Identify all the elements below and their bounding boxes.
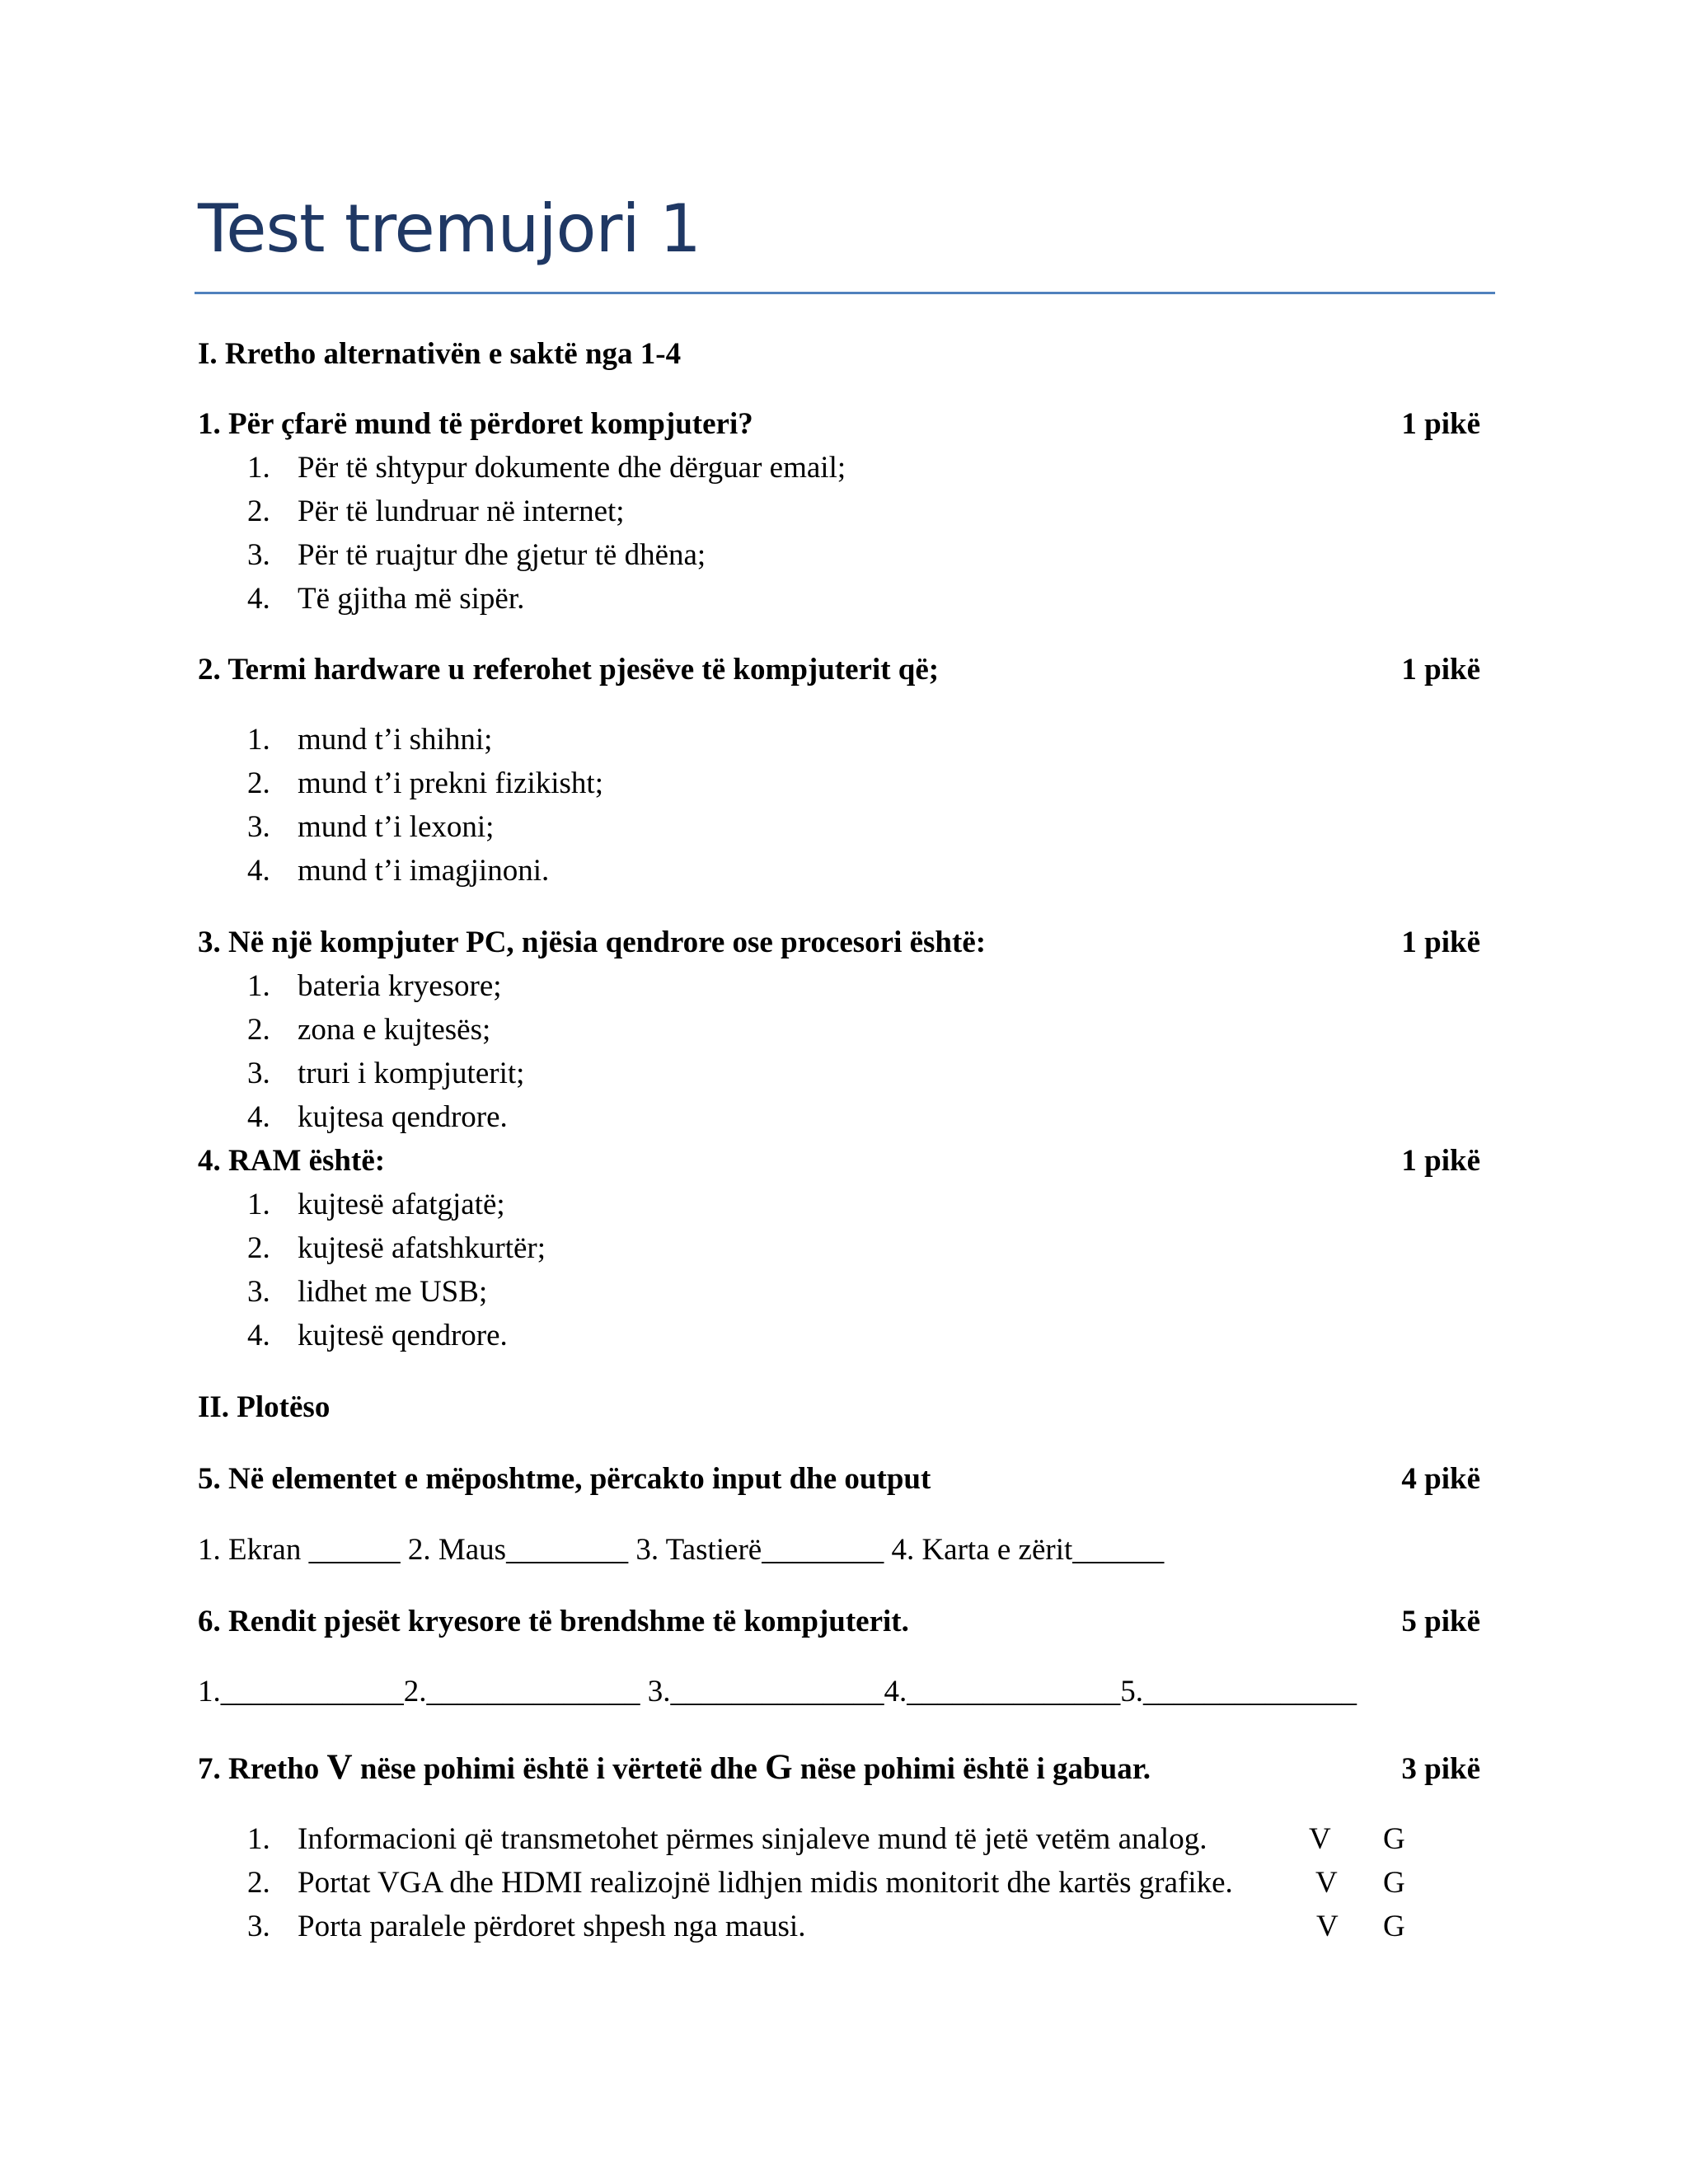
q7-statement-1: Informacioni që transmetohet përmes sinjaleve mund të jetë vetëm analog. [298,1822,1207,1856]
option-number: 1. [247,969,270,1003]
option-number: 4. [247,1100,270,1134]
q2-option-3: mund t’i lexoni; [298,810,495,844]
q4-option-1: kujtesë afatgjatë; [298,1188,505,1221]
question-6-points: 5 pikë [1401,1605,1480,1638]
letter-g: G [765,1748,793,1787]
option-number: 3. [247,810,270,844]
q4-option-3: lidhet me USB; [298,1275,488,1309]
q4-option-4: kujtesë qendrore. [298,1319,508,1352]
question-2: 2. Termi hardware u referohet pjesëve të kompjuterit që; [198,653,940,687]
question-1-points: 1 pikë [1401,407,1480,441]
question-6: 6. Rendit pjesët kryesore të brendshme të kompjuterit. [198,1605,909,1638]
option-number: 2. [247,494,270,528]
q7-v-choice-3[interactable]: V [1316,1910,1339,1943]
option-number: 1. [247,1188,270,1221]
section-2-heading: II. Plotëso [198,1390,331,1424]
q1-option-1: Për të shtypur dokumente dhe dërguar email; [298,451,846,485]
section-1-heading: I. Rretho alternativën e saktë nga 1-4 [198,337,682,371]
option-number: 1. [247,451,270,485]
question-7-part-1: 7. Rretho [198,1752,327,1786]
question-2-points: 1 pikë [1401,653,1480,687]
page-title: Test tremujori 1 [198,190,701,267]
q1-option-4: Të gjitha më sipër. [298,582,525,616]
question-7-part-3: nëse pohimi është i gabuar. [792,1752,1151,1786]
option-number: 3. [247,1275,270,1309]
q7-g-choice-3[interactable]: G [1383,1910,1405,1943]
option-number: 4. [247,854,270,888]
option-number: 3. [247,538,270,572]
q1-option-3: Për të ruajtur dhe gjetur të dhëna; [298,538,706,572]
question-5: 5. Në elementet e mëposhtme, përcakto input dhe output [198,1462,931,1496]
q5-fill-line: 1. Ekran ______ 2. Maus________ 3. Tastierë________ 4. Karta e zërit______ [198,1533,1165,1567]
q7-v-choice-1[interactable]: V [1309,1822,1331,1856]
option-number: 2. [247,1231,270,1265]
option-number: 3. [247,1057,270,1090]
q2-option-2: mund t’i prekni fizikisht; [298,766,603,800]
option-number: 3. [247,1910,270,1943]
question-7-part-2: nëse pohimi është i vërtetë dhe [352,1752,766,1786]
question-5-points: 4 pikë [1401,1462,1480,1496]
question-4-points: 1 pikë [1401,1144,1480,1178]
letter-v: V [326,1748,353,1787]
q7-statement-3: Porta paralele përdoret shpesh nga mausi. [298,1910,806,1943]
question-3: 3. Në një kompjuter PC, njësia qendrore ose procesori është: [198,926,987,959]
question-4: 4. RAM është: [198,1144,386,1178]
option-number: 1. [247,723,270,757]
question-7 [198,1747,1151,1788]
q1-option-2: Për të lundruar në internet; [298,494,625,528]
q4-option-2: kujtesë afatshkurtër; [298,1231,546,1265]
option-number: 1. [247,1822,270,1856]
q3-option-1: bateria kryesore; [298,969,502,1003]
option-number: 2. [247,1013,270,1047]
title-underline [195,292,1495,294]
question-3-points: 1 pikë [1401,926,1480,959]
q7-g-choice-2[interactable]: G [1383,1866,1405,1900]
option-number: 4. [247,1319,270,1352]
q6-fill-line: 1.____________2.______________ 3.______________4.______________5.______________ [198,1675,1357,1708]
q3-option-3: truri i kompjuterit; [298,1057,525,1090]
option-number: 4. [247,582,270,616]
q7-g-choice-1[interactable]: G [1383,1822,1405,1856]
q2-option-1: mund t’i shihni; [298,723,493,757]
q3-option-4: kujtesa qendrore. [298,1100,508,1134]
q7-v-choice-2[interactable]: V [1315,1866,1338,1900]
question-7-points: 3 pikë [1401,1752,1480,1786]
option-number: 2. [247,766,270,800]
q3-option-2: zona e kujtesës; [298,1013,491,1047]
option-number: 2. [247,1866,270,1900]
question-1: 1. Për çfarë mund të përdoret kompjuteri? [198,407,753,441]
q2-option-4: mund t’i imagjinoni. [298,854,550,888]
q7-statement-2: Portat VGA dhe HDMI realizojnë lidhjen midis monitorit dhe kartës grafike. [298,1866,1233,1900]
